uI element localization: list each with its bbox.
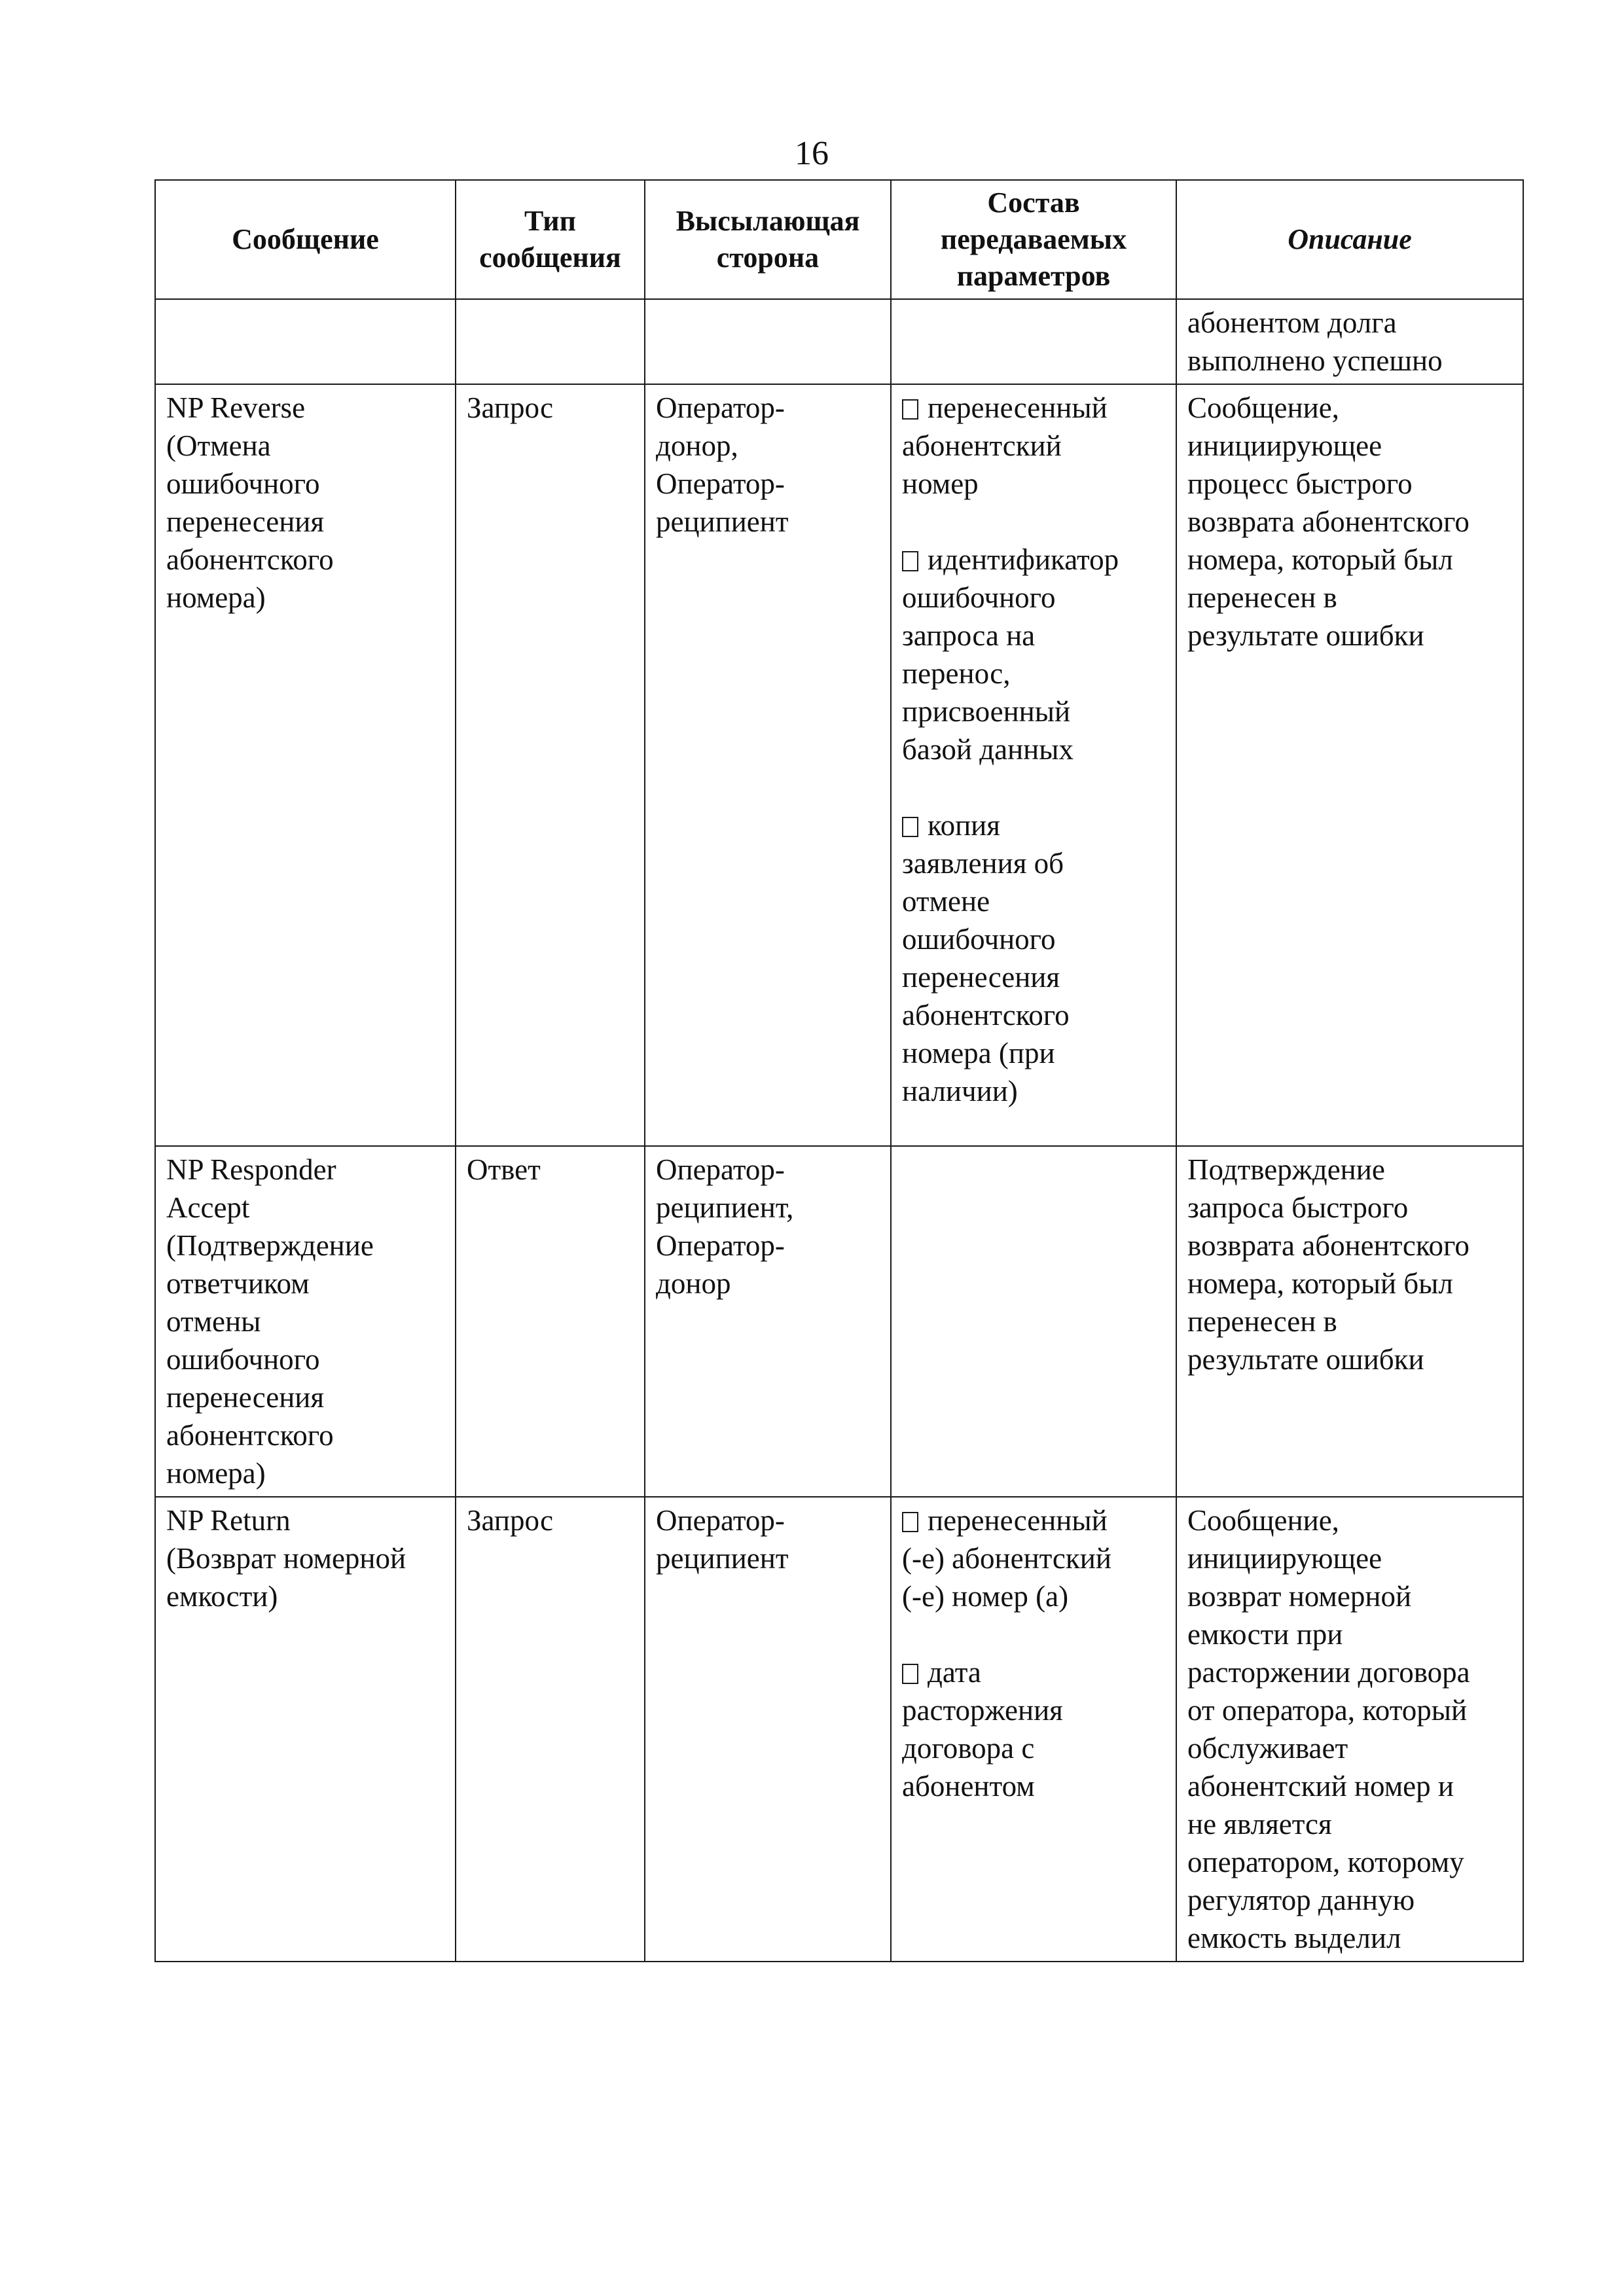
text-line: емкости) <box>166 1580 278 1613</box>
param-text: перенесенный <box>928 391 1108 424</box>
text-line: отмены <box>166 1305 261 1338</box>
text-line: Оператор- <box>656 1229 785 1262</box>
cell-sender <box>645 384 891 1146</box>
table-row <box>155 1497 1523 1962</box>
text-line: отмене <box>902 885 990 918</box>
page-number: 16 <box>795 135 829 172</box>
text-line: перенесения <box>166 505 325 538</box>
text-line: Запрос <box>467 1504 554 1537</box>
text-line: регулятор данную <box>1187 1884 1415 1916</box>
text-line: номера, который был <box>1187 1267 1453 1300</box>
text-line: результате ошибки <box>1187 619 1424 652</box>
text-line: абонентский номер и <box>1187 1770 1454 1803</box>
text-line: не является <box>1187 1808 1332 1840</box>
text-line: Оператор- <box>656 391 785 424</box>
text-line: (-е) номер (а) <box>902 1580 1069 1613</box>
param-item <box>902 806 1166 1110</box>
header-sender <box>645 180 891 299</box>
header-line: сообщения <box>479 242 621 274</box>
text-line: номера) <box>166 1457 266 1490</box>
cell-params <box>891 1146 1176 1497</box>
cell-type <box>456 1497 645 1962</box>
text-line: выполнено успешно <box>1187 344 1443 377</box>
text-line: возврата абонентского <box>1187 1229 1470 1262</box>
header-line: сторона <box>716 242 820 274</box>
cell-params <box>891 384 1176 1146</box>
cell-message <box>155 1146 456 1497</box>
param-item <box>902 1501 1166 1615</box>
text-line: запроса на <box>902 619 1036 652</box>
cell-type <box>456 1146 645 1497</box>
text-line: заявления об <box>902 847 1064 880</box>
cell-description <box>1176 299 1523 384</box>
param-text: идентификатор <box>928 543 1119 576</box>
text-line: номера, который был <box>1187 543 1453 576</box>
header-line: Тип <box>524 205 576 237</box>
text-line: абонентом <box>902 1770 1035 1803</box>
text-line: NP Responder <box>166 1153 336 1186</box>
text-line: абонентского <box>166 543 334 576</box>
cell-empty <box>891 299 1176 384</box>
text-line <box>902 541 1166 579</box>
text-line: оператором, которому <box>1187 1846 1464 1878</box>
table-row <box>155 1146 1523 1497</box>
param-item <box>902 1653 1166 1805</box>
checkbox-icon <box>902 399 918 420</box>
text-line: Запрос <box>467 391 554 424</box>
cell-sender <box>645 1146 891 1497</box>
cell-empty <box>155 299 456 384</box>
text-line: наличии) <box>902 1075 1018 1107</box>
checkbox-icon <box>902 1664 918 1684</box>
text-line: ошибочного <box>166 467 320 500</box>
text-line: процесс быстрого <box>1187 467 1413 500</box>
text-line <box>902 1501 1166 1539</box>
text-line: номера) <box>166 581 266 614</box>
cell-description <box>1176 384 1523 1146</box>
param-item <box>902 389 1166 503</box>
text-line: NP Reverse <box>166 391 306 424</box>
text-line: инициирующее <box>1187 429 1382 462</box>
text-line: перенесен в <box>1187 1305 1337 1338</box>
text-line: ответчиком <box>166 1267 310 1300</box>
text-line: перенос, <box>902 657 1011 690</box>
header-line: Описание <box>1288 223 1412 255</box>
header-type <box>456 180 645 299</box>
text-line: перенесения <box>902 961 1060 994</box>
text-line: Оператор- <box>656 467 785 500</box>
text-line <box>902 806 1166 844</box>
text-line: расторжении договора <box>1187 1656 1470 1689</box>
text-line: ошибочного <box>166 1343 320 1376</box>
table-row <box>155 384 1523 1146</box>
text-line: Оператор- <box>656 1153 785 1186</box>
text-line: абонентский <box>902 429 1062 462</box>
text-line: присвоенный <box>902 695 1071 728</box>
text-line: обслуживает <box>1187 1732 1348 1765</box>
cell-description <box>1176 1497 1523 1962</box>
cell-message <box>155 384 456 1146</box>
text-line: инициирующее <box>1187 1542 1382 1575</box>
cell-params <box>891 1497 1176 1962</box>
text-line: Accept <box>166 1191 250 1224</box>
text-line: возврата абонентского <box>1187 505 1470 538</box>
text-line: донор, <box>656 429 738 462</box>
checkbox-icon <box>902 817 918 837</box>
header-line: Состав <box>987 187 1080 219</box>
text-line: абонентского <box>166 1419 334 1452</box>
text-line: NP Return <box>166 1504 291 1537</box>
text-line: Сообщение, <box>1187 391 1339 424</box>
text-line: емкости при <box>1187 1618 1343 1651</box>
text-line: реципиент <box>656 1542 789 1575</box>
cell-empty <box>645 299 891 384</box>
header-line: Высылающая <box>676 205 860 237</box>
text-line: Ответ <box>467 1153 541 1186</box>
cell-sender <box>645 1497 891 1962</box>
text-line: емкость выделил <box>1187 1922 1401 1954</box>
text-line: реципиент <box>656 505 789 538</box>
text-line <box>902 1653 1166 1691</box>
text-line: запроса быстрого <box>1187 1191 1409 1224</box>
text-line: (-е) абонентский <box>902 1542 1111 1575</box>
param-text: дата <box>928 1656 981 1689</box>
text-line: ошибочного <box>902 923 1056 956</box>
param-text: копия <box>928 809 1000 842</box>
cell-message <box>155 1497 456 1962</box>
checkbox-icon <box>902 1512 918 1532</box>
header-line: параметров <box>956 260 1111 292</box>
text-line: номера (при <box>902 1037 1055 1069</box>
text-line: (Возврат номерной <box>166 1542 406 1575</box>
header-line: передаваемых <box>940 223 1127 255</box>
text-line: реципиент, <box>656 1191 794 1224</box>
cell-type <box>456 384 645 1146</box>
text-line: (Отмена <box>166 429 271 462</box>
cell-empty <box>456 299 645 384</box>
checkbox-icon <box>902 551 918 571</box>
text-line: договора с <box>902 1732 1035 1765</box>
text-line: (Подтверждение <box>166 1229 374 1262</box>
text-line <box>902 389 1166 427</box>
text-line: возврат номерной <box>1187 1580 1412 1613</box>
text-line: результате ошибки <box>1187 1343 1424 1376</box>
text-line: ошибочного <box>902 581 1056 614</box>
text-line: Сообщение, <box>1187 1504 1339 1537</box>
text-line: Оператор- <box>656 1504 785 1537</box>
text-line: абонентского <box>902 999 1070 1031</box>
text-line: перенесен в <box>1187 581 1337 614</box>
param-item <box>902 541 1166 768</box>
param-text: перенесенный <box>928 1504 1108 1537</box>
text-line: номер <box>902 467 979 500</box>
table-row-continuation <box>155 299 1523 384</box>
header-description <box>1176 180 1523 299</box>
header-message <box>155 180 456 299</box>
header-line: Сообщение <box>232 223 379 255</box>
text-line: абонентом долга <box>1187 306 1397 339</box>
cell-description <box>1176 1146 1523 1497</box>
text-line: донор <box>656 1267 731 1300</box>
header-params <box>891 180 1176 299</box>
text-line: базой данных <box>902 733 1074 766</box>
text-line: Подтверждение <box>1187 1153 1385 1186</box>
text-line: перенесения <box>166 1381 325 1414</box>
text-line: от оператора, который <box>1187 1694 1468 1727</box>
text-line: расторжения <box>902 1694 1063 1727</box>
table-header-row <box>155 180 1523 299</box>
message-table <box>154 179 1524 1962</box>
